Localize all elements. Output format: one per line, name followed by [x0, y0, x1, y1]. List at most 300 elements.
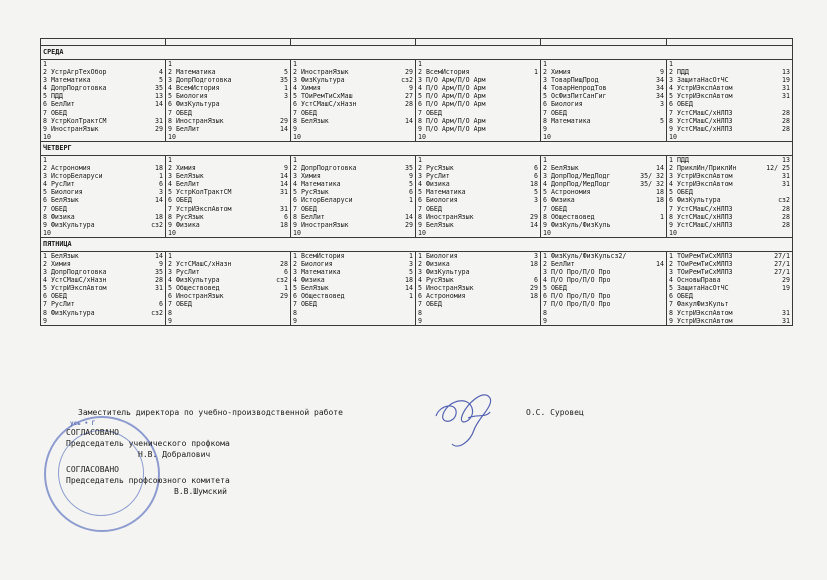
lesson-line	[168, 300, 288, 308]
lesson-line	[168, 172, 288, 180]
lesson-subject: 3 БелЯзык	[168, 172, 204, 181]
lesson-room: 1	[159, 172, 163, 181]
lesson-line	[43, 92, 163, 100]
lesson-subject: 2 Химия	[43, 259, 71, 268]
lesson-subject: 5 ОсФизПитСанГиг	[543, 92, 607, 101]
lesson-subject: 7 ОБЕД	[43, 204, 67, 213]
lesson-line	[669, 60, 790, 68]
lesson-room: 31	[280, 188, 288, 197]
lesson-line	[418, 60, 538, 68]
group-cell	[416, 251, 541, 325]
lesson-room: 29	[405, 220, 413, 229]
lesson-line	[669, 229, 790, 237]
lesson-subject: 5 ОБЕД	[669, 188, 693, 197]
lesson-subject: 6 ОБЕД	[168, 196, 192, 205]
lesson-subject: 4 УстСМашС/хНазн	[43, 276, 107, 285]
lesson-room: 1	[409, 251, 413, 260]
lesson-line	[543, 68, 664, 76]
lesson-line	[418, 84, 538, 92]
lesson-line	[168, 221, 288, 229]
lesson-subject: 1	[168, 251, 172, 260]
lesson-line	[418, 276, 538, 284]
lesson-line	[669, 292, 790, 300]
lesson-line	[43, 172, 163, 180]
lesson-subject: 6 Физика	[543, 196, 575, 205]
lesson-line	[43, 60, 163, 68]
lesson-room: 6	[284, 212, 288, 221]
lesson-line	[669, 156, 790, 164]
lesson-room: 3	[409, 259, 413, 268]
lesson-room: 31	[782, 316, 790, 325]
lesson-subject: 6 УстСМашС/хНазн	[293, 100, 357, 109]
lesson-line	[418, 172, 538, 180]
lesson-room: 6	[159, 300, 163, 309]
lesson-subject: 5 ПДД	[43, 92, 63, 101]
lesson-room: 5	[284, 68, 288, 77]
lesson-subject: 9 БелЯзык	[418, 220, 454, 229]
lesson-line	[669, 188, 790, 196]
lesson-room: сз2	[401, 76, 413, 85]
lesson-room: 9	[284, 164, 288, 173]
lesson-subject: 2 Математика	[168, 68, 216, 77]
group-cell	[291, 155, 416, 237]
lesson-room: 14	[405, 212, 413, 221]
group-cell	[291, 60, 416, 142]
lesson-room: 18	[405, 276, 413, 285]
lesson-subject: 7 РусЛит	[43, 300, 75, 309]
group-cell	[541, 60, 667, 142]
lesson-subject: 8 Физика	[43, 212, 75, 221]
group-cell	[166, 251, 291, 325]
lesson-subject: 9 ФизКуль/ФизКуль	[543, 220, 611, 229]
lesson-line	[168, 213, 288, 221]
lesson-room: 28	[280, 259, 288, 268]
lesson-room: 3	[284, 92, 288, 101]
lesson-subject: 6 ИсторБеларуси	[293, 196, 353, 205]
lesson-line	[418, 133, 538, 141]
lesson-subject: 8 УстрКолТрактСМ	[43, 116, 107, 125]
day-header: ЧЕТВЕРГ	[41, 141, 793, 155]
chair-2-title: Председатель профсоюзного комитета	[66, 476, 230, 485]
lesson-subject: 8	[168, 308, 172, 317]
lesson-subject: 2 ТОиРемТиСхМЛПЗ	[669, 259, 733, 268]
lesson-line	[669, 133, 790, 141]
lesson-room: 13	[782, 68, 790, 77]
lesson-subject: 2 ПДД	[669, 68, 689, 77]
lesson-subject: 6 ФизКультура	[168, 100, 220, 109]
lesson-subject: 5 П/О Арм/П/О Арм	[418, 92, 486, 101]
lesson-line	[669, 164, 790, 172]
lesson-subject: 4 РусЯзык	[418, 276, 454, 285]
lesson-room: 1	[284, 84, 288, 93]
chair-1-name: Н.В. Добралович	[138, 450, 211, 459]
lesson-line	[669, 268, 790, 276]
lesson-subject: 2 УстрАгрТехОбор	[43, 68, 107, 77]
lesson-subject: 9 ФизКультура	[43, 220, 95, 229]
lesson-line	[293, 205, 413, 213]
lesson-subject: 7 ОБЕД	[543, 108, 567, 117]
lesson-line	[293, 60, 413, 68]
lesson-line	[543, 196, 664, 204]
lesson-line	[418, 180, 538, 188]
lesson-subject: 4 Физика	[418, 180, 450, 189]
lesson-subject: 7 УстСМашС/хНЛПЗ	[669, 108, 733, 117]
lesson-subject: 3 Химия	[293, 172, 321, 181]
lesson-subject: 6 ФизКультура	[669, 196, 721, 205]
lesson-subject: 3 П/О Про/П/О Про	[543, 268, 611, 277]
lesson-subject: 5 РусЯзык	[293, 188, 329, 197]
lesson-line	[418, 188, 538, 196]
group-cell	[667, 251, 793, 325]
lesson-subject: 8 УстрИЭкспАвтом	[669, 308, 733, 317]
lesson-subject: 1 БелЯзык	[43, 251, 79, 260]
lesson-line	[669, 221, 790, 229]
lesson-subject: 5 УстрИЭкспАвтом	[669, 92, 733, 101]
lesson-subject: 5 ОБЕД	[543, 284, 567, 293]
lesson-line	[543, 109, 664, 117]
lesson-subject: 7 ОБЕД	[168, 108, 192, 117]
lesson-line	[293, 156, 413, 164]
lesson-room: 28	[782, 220, 790, 229]
lesson-line	[293, 213, 413, 221]
lesson-subject: 5 Биология	[43, 188, 83, 197]
lesson-line	[293, 284, 413, 292]
lesson-line	[168, 117, 288, 125]
lesson-subject: 9 П/О Арм/П/О Арм	[418, 124, 486, 133]
lesson-subject: 7 ОБЕД	[418, 300, 442, 309]
lesson-room: 1	[284, 284, 288, 293]
lesson-line	[293, 164, 413, 172]
strip-cell	[541, 39, 667, 46]
lesson-room: 14	[405, 284, 413, 293]
lesson-room: 28	[155, 276, 163, 285]
lesson-room: 5	[409, 268, 413, 277]
lesson-subject: 3 ДопрПодготовка	[168, 76, 232, 85]
lesson-subject: 1	[293, 155, 297, 164]
agreed-label-1: СОГЛАСОВАНО	[66, 428, 119, 437]
lesson-subject: 6 БелЛит	[43, 100, 75, 109]
lesson-line	[43, 133, 163, 141]
lesson-subject: 10	[293, 132, 301, 141]
lesson-line	[293, 117, 413, 125]
lesson-line	[168, 92, 288, 100]
lesson-subject: 4 Физика	[293, 276, 325, 285]
lesson-subject: 4 Химия	[293, 84, 321, 93]
lesson-line	[543, 284, 664, 292]
lesson-subject: 1	[293, 60, 297, 68]
lesson-line	[43, 164, 163, 172]
agreed-label-2: СОГЛАСОВАНО	[66, 465, 119, 474]
lesson-line	[43, 125, 163, 133]
lesson-subject: 7 УстСМашС/хНЛПЗ	[669, 204, 733, 213]
day-header-row	[41, 46, 793, 60]
lesson-subject: 4 ОсновыПрава	[669, 276, 721, 285]
lesson-room: 14	[280, 172, 288, 181]
lesson-room: 28	[405, 100, 413, 109]
lesson-line	[543, 100, 664, 108]
group-cell	[416, 155, 541, 237]
lesson-line	[293, 84, 413, 92]
lesson-room: 4	[159, 68, 163, 77]
lesson-room: 5	[534, 188, 538, 197]
lesson-room: 14	[155, 251, 163, 260]
lesson-line	[543, 221, 664, 229]
lesson-room: 3	[660, 100, 664, 109]
lesson-subject: 10	[43, 132, 51, 141]
handwritten-signature	[428, 378, 508, 458]
lesson-subject: 4 Математика	[293, 180, 341, 189]
lesson-line	[418, 156, 538, 164]
lesson-line	[543, 117, 664, 125]
lesson-line	[293, 188, 413, 196]
lesson-subject: 6 ИностранЯзык	[168, 292, 224, 301]
lesson-room: 28	[782, 212, 790, 221]
lesson-subject: 1	[168, 60, 172, 68]
lesson-subject: 10	[669, 132, 677, 141]
lesson-line	[669, 109, 790, 117]
lesson-line	[543, 309, 664, 317]
lesson-line	[293, 317, 413, 325]
lesson-subject: 1	[418, 60, 422, 68]
lesson-subject: 7 ОБЕД	[43, 108, 67, 117]
lesson-subject: 10	[669, 228, 677, 237]
lesson-subject: 7 ОБЕД	[543, 204, 567, 213]
lesson-room: 14	[155, 100, 163, 109]
lesson-line	[543, 60, 664, 68]
lesson-subject: 3 ТоварПищПрод	[543, 76, 599, 85]
lesson-room: 18	[530, 259, 538, 268]
lesson-room: 27/1	[774, 268, 790, 277]
lesson-line	[543, 84, 664, 92]
lesson-line	[543, 133, 664, 141]
lesson-room: сз2	[151, 308, 163, 317]
lesson-subject: 4 ФизКультура	[168, 276, 220, 285]
lesson-room: 14	[656, 164, 664, 173]
group-cell	[41, 155, 166, 237]
lesson-subject: 1 ФизКуль/ФизКульсз2/	[543, 251, 627, 260]
lesson-line	[669, 260, 790, 268]
lesson-line	[418, 221, 538, 229]
lesson-line	[168, 317, 288, 325]
lesson-line	[543, 252, 664, 260]
strip-cell	[41, 39, 166, 46]
lesson-line	[543, 292, 664, 300]
lesson-line	[418, 76, 538, 84]
lesson-subject: 6 Обществовед	[293, 292, 345, 301]
lesson-line	[418, 213, 538, 221]
lesson-subject: 2 ДопрПодготовка	[293, 164, 357, 173]
lesson-line	[43, 252, 163, 260]
lesson-room: 6	[534, 276, 538, 285]
lesson-subject: 9	[293, 316, 297, 325]
lesson-room: 6	[409, 188, 413, 197]
lesson-subject: 7 ОБЕД	[168, 300, 192, 309]
lesson-line	[43, 156, 163, 164]
lesson-subject: 2 ВсемИстория	[418, 68, 470, 77]
lesson-line	[293, 260, 413, 268]
lesson-room: 18	[280, 220, 288, 229]
lesson-subject: 8 Обществовед	[543, 212, 595, 221]
lesson-line	[43, 284, 163, 292]
lesson-line	[43, 68, 163, 76]
lesson-subject: 4 ТоварНепродТов	[543, 84, 607, 93]
lesson-subject: 1 Биология	[418, 251, 458, 260]
lesson-room: 31	[782, 92, 790, 101]
lesson-subject: 6 Биология	[418, 196, 458, 205]
lesson-subject: 7 ОБЕД	[418, 204, 442, 213]
lesson-room: 29	[280, 116, 288, 125]
lesson-line	[43, 205, 163, 213]
lesson-line	[293, 92, 413, 100]
stamp-text-fragment: усь • Г	[70, 420, 96, 427]
strip-cell	[166, 39, 291, 46]
lesson-line	[293, 76, 413, 84]
day-lessons-row	[41, 60, 793, 142]
lesson-line	[418, 284, 538, 292]
lesson-line	[669, 125, 790, 133]
lesson-line	[543, 156, 664, 164]
lesson-room: 35	[280, 76, 288, 85]
lesson-subject: 3 ТОиРемТиСхМЛПЗ	[669, 268, 733, 277]
lesson-subject: 5 Математика	[418, 188, 466, 197]
lesson-line	[293, 309, 413, 317]
lesson-subject: 5 УстрКолТрактСМ	[168, 188, 232, 197]
lesson-subject: 8 БелЛит	[293, 212, 325, 221]
lesson-subject: 8 УстСМашС/хНЛПЗ	[669, 212, 733, 221]
day-lessons-row	[41, 251, 793, 325]
lesson-room: 34	[656, 76, 664, 85]
lesson-subject: 9 УстСМашС/хНЛПЗ	[669, 124, 733, 133]
lesson-subject: 9 УстСМашС/хНЛПЗ	[669, 220, 733, 229]
strip-cell	[291, 39, 416, 46]
group-cell	[541, 251, 667, 325]
lesson-room: 14	[530, 220, 538, 229]
lesson-room: 13	[782, 155, 790, 164]
lesson-room: 28	[782, 108, 790, 117]
lesson-subject: 1 ТОиРемТиСхМЛПЗ	[669, 251, 733, 260]
lesson-line	[43, 268, 163, 276]
lesson-subject: 6 П/О Арм/П/О Арм	[418, 100, 486, 109]
lesson-room: 34	[656, 84, 664, 93]
lesson-line	[418, 125, 538, 133]
lesson-subject: 3 ИсторБеларуси	[43, 172, 103, 181]
lesson-room: 18	[155, 164, 163, 173]
lesson-line	[168, 205, 288, 213]
lesson-line	[168, 156, 288, 164]
lesson-line	[168, 292, 288, 300]
lesson-line	[43, 109, 163, 117]
lesson-line	[168, 164, 288, 172]
lesson-subject: 6 ОБЕД	[43, 292, 67, 301]
lesson-room: 18	[155, 212, 163, 221]
lesson-line	[43, 188, 163, 196]
lesson-subject: 1	[543, 60, 547, 68]
lesson-room: 1	[534, 68, 538, 77]
lesson-subject: 8 ИностранЯзык	[418, 212, 474, 221]
lesson-line	[43, 276, 163, 284]
lesson-room: 28	[782, 124, 790, 133]
lesson-line	[43, 292, 163, 300]
lesson-subject: 5 ЗащитаНасОтЧС	[669, 284, 729, 293]
lesson-subject: 9	[543, 316, 547, 325]
lesson-subject: 2 РусЯзык	[418, 164, 454, 173]
lesson-room: 29	[405, 68, 413, 77]
lesson-room: 14	[280, 124, 288, 133]
lesson-room: 3	[534, 196, 538, 205]
lesson-line	[168, 125, 288, 133]
lesson-line	[168, 260, 288, 268]
lesson-subject: 4 ДопрПодготовка	[43, 84, 107, 93]
group-cell	[291, 251, 416, 325]
lesson-line	[293, 221, 413, 229]
lesson-line	[418, 252, 538, 260]
lesson-subject: 5 ТОиРемТиСхМаш	[293, 92, 353, 101]
lesson-line	[669, 317, 790, 325]
lesson-subject: 1	[168, 155, 172, 164]
lesson-line	[168, 268, 288, 276]
lesson-subject: 8 ИностранЯзык	[168, 116, 224, 125]
lesson-subject: 6 БелЯзык	[43, 196, 79, 205]
lesson-line	[293, 100, 413, 108]
lesson-room: 35	[405, 164, 413, 173]
lesson-subject: 3 П/О Арм/П/О Арм	[418, 76, 486, 85]
lesson-line	[168, 284, 288, 292]
lesson-room: 29	[530, 284, 538, 293]
lesson-line	[168, 309, 288, 317]
lesson-line	[543, 300, 664, 308]
lesson-room: 27	[405, 92, 413, 101]
schedule-table	[40, 38, 793, 326]
lesson-line	[43, 229, 163, 237]
lesson-line	[168, 76, 288, 84]
lesson-subject: 3 Математика	[293, 268, 341, 277]
lesson-line	[669, 213, 790, 221]
lesson-subject: 1	[543, 155, 547, 164]
chair-1-title: Председатель ученического профкома	[66, 439, 230, 448]
lesson-subject: 4 УстрИЭкспАвтом	[669, 180, 733, 189]
lesson-line	[43, 309, 163, 317]
lesson-line	[43, 117, 163, 125]
lesson-line	[168, 60, 288, 68]
lesson-subject: 4 П/О Арм/П/О Арм	[418, 84, 486, 93]
lesson-room: 6	[159, 180, 163, 189]
lesson-line	[168, 84, 288, 92]
lesson-line	[418, 109, 538, 117]
lesson-line	[543, 276, 664, 284]
lesson-room: 19	[782, 284, 790, 293]
lesson-line	[669, 284, 790, 292]
lesson-room: 29	[280, 292, 288, 301]
lesson-line	[43, 100, 163, 108]
group-cell	[416, 60, 541, 142]
lesson-room: 14	[280, 180, 288, 189]
lesson-room: сз2	[151, 220, 163, 229]
lesson-line	[293, 229, 413, 237]
lesson-line	[43, 300, 163, 308]
lesson-line	[168, 229, 288, 237]
group-cell	[41, 60, 166, 142]
lesson-subject: 2 Биология	[293, 259, 333, 268]
lesson-line	[669, 196, 790, 204]
lesson-line	[293, 300, 413, 308]
lesson-room: 27/1	[774, 259, 790, 268]
lesson-subject: 10	[293, 228, 301, 237]
lesson-room: 35/ 32	[640, 180, 664, 189]
lesson-subject: 10	[543, 132, 551, 141]
lesson-line	[293, 172, 413, 180]
deputy-name: О.С. Суровец	[526, 408, 584, 417]
lesson-room: 18	[530, 180, 538, 189]
